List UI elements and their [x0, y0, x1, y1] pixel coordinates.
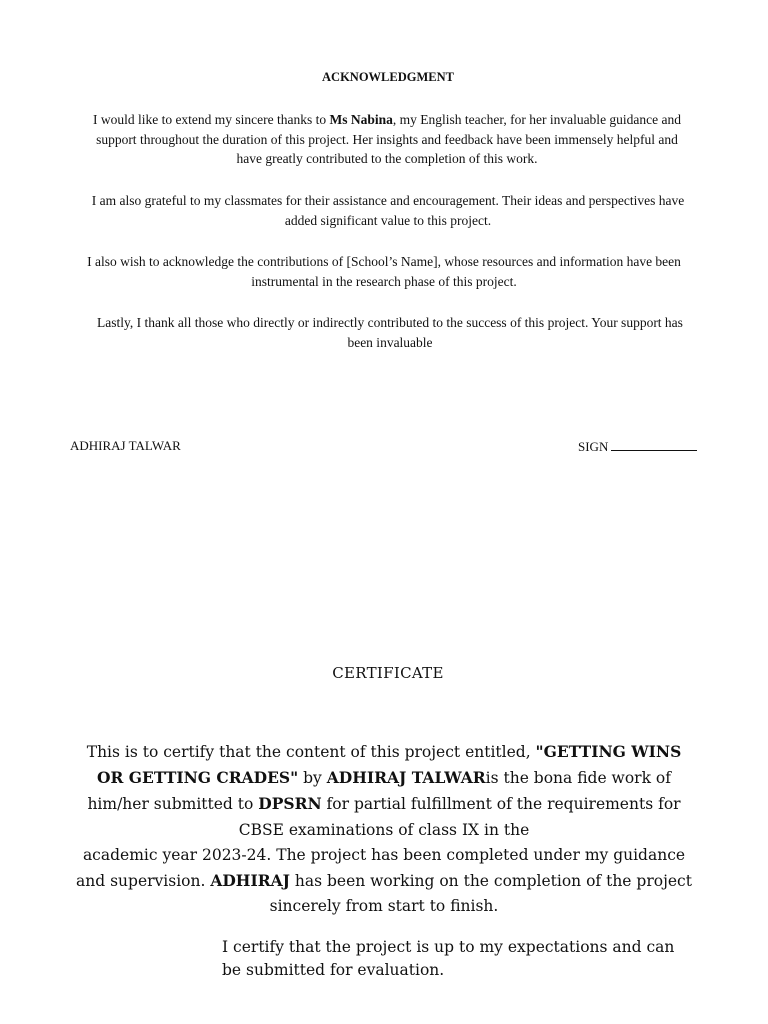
cert-text-1: This is to certify that the content of this project entitled, [86, 743, 536, 761]
project-title: "GETTING WINS OR GETTING CRADES" [97, 742, 682, 788]
acknowledgment-paragraph-2: I am also grateful to my classmates for their assistance and encouragement. Their ideas and perspectives have added significant value to this project. [91, 193, 685, 228]
acknowledgment-paragraph-1 [86, 110, 688, 169]
signature-student-name: ADHIRAJ TALWAR [70, 438, 181, 453]
acknowledgment-title: ACKNOWLEDGMENT [322, 70, 454, 84]
cert-text-5: academic year 2023-24. The project has been completed under my guidance and supervision. [76, 845, 686, 891]
signature-line [611, 438, 697, 451]
cert-text-4: for partial fulfillment of the requirements for CBSE examinations of class IX in the [238, 795, 681, 839]
certificate-paragraph-1 [72, 739, 696, 919]
teacher-name: Ms Nabina [329, 112, 393, 127]
acknowledgment-paragraph-3: I also wish to acknowledge the contributions of [School’s Name], whose resources and information have been instrumental in the research phase of this project. [87, 254, 681, 289]
acknowledgment-paragraph-4: Lastly, I thank all those who directly or indirectly contributed to the success of this project. Your support has been invaluable [97, 315, 683, 350]
cert-text-3: is the bona fide work of him/her submitted to [87, 769, 671, 814]
certificate-title: CERTIFICATE [332, 664, 444, 682]
cert-text-2: by [298, 769, 327, 788]
student-name: ADHIRAJ TALWAR [326, 768, 486, 788]
sign-label: SIGN [578, 439, 609, 454]
ack-p1-text-pre: I would like to extend my sincere thanks to [92, 112, 330, 127]
cert-text-6: has been working on the completion of the project sincerely from start to finish. [269, 872, 692, 916]
student-first-name: ADHIRAJ [210, 871, 290, 891]
school-name: DPSRN [258, 794, 322, 814]
certificate-paragraph-2: I certify that the project is up to my expectations and can be submitted for evaluation. [222, 938, 675, 979]
ack-p1-text-post: , my English teacher, for her invaluable guidance and support throughout the duration of this project. Her insights and feedback have been immensely helpful and have greatly contributed to the completion of this work. [96, 112, 682, 166]
signature-block [578, 438, 697, 455]
